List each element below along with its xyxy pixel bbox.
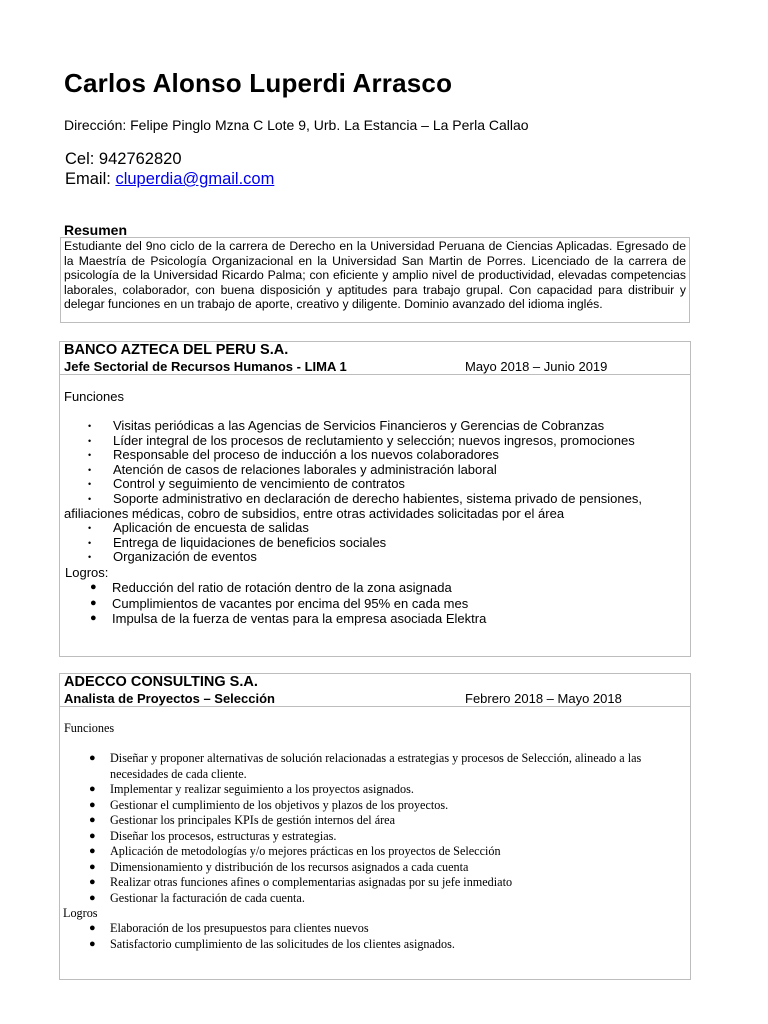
company-name: ADECCO CONSULTING S.A. bbox=[64, 674, 258, 690]
bullet-icon: ● bbox=[89, 891, 96, 904]
bullet-icon: ● bbox=[90, 596, 97, 609]
job-entry-banco-azteca bbox=[59, 341, 691, 657]
job-dates: Mayo 2018 – Junio 2019 bbox=[465, 359, 608, 374]
list-item: ● Cumplimientos de vacantes por encima del 95% en cada mes bbox=[90, 595, 469, 611]
list-item: • Organización de eventos bbox=[88, 549, 257, 565]
list-item: ● Gestionar la facturación de cada cuenta. bbox=[89, 890, 305, 905]
bullet-icon: • bbox=[88, 421, 92, 431]
list-item: • Visitas periódicas a las Agencias de Servicios Financieros y Gerencias de Cobranzas bbox=[88, 418, 605, 433]
job-dates: Febrero 2018 – Mayo 2018 bbox=[465, 691, 622, 706]
bullet-icon: • bbox=[88, 435, 92, 446]
achievements-label: Logros: bbox=[65, 564, 109, 580]
functions-label: Funciones bbox=[64, 721, 115, 735]
list-item: ● Diseñar y proponer alternativas de solución relacionadas a estrategias y procesos de Selección, alineado a las necesidades de cada cliente. bbox=[89, 751, 642, 781]
bullet-icon: • bbox=[88, 464, 92, 475]
list-item: ● Dimensionamiento y distribución de los recursos asignados a cada cuenta bbox=[89, 859, 469, 874]
list-item: ● Diseñar los procesos, estructuras y estrategias. bbox=[89, 828, 337, 843]
bullet-icon: ● bbox=[90, 612, 97, 625]
list-item: • Líder integral de los procesos de reclutamiento y selección; nuevos ingresos, promociones bbox=[88, 432, 635, 448]
list-item: ● Reducción del ratio de rotación dentro de la zona asignada bbox=[90, 579, 452, 595]
bullet-icon: ● bbox=[89, 752, 96, 764]
list-item: ● Implementar y realizar seguimiento a los proyectos asignados. bbox=[89, 782, 414, 796]
functions-list bbox=[64, 751, 690, 906]
bullet-icon: ● bbox=[89, 876, 96, 888]
bullet-icon: • bbox=[88, 537, 92, 548]
summary-text: Estudiante del 9no ciclo de la carrera de Derecho en la Universidad Peruana de Ciencias Aplicadas. Egresado de la Maestría de Psicología Organizacional en la Universidad San Martin de Porres. Licenciado de la carrera de psicología de la Universidad Ricardo Palma; con eficiente y amplio nivel de productividad, elevadas competencias laborales, colaborador, con buena disposición y aptitudes para trabajo grupal. Con capacidad para distribuir y delegar funciones en un trabajo de aporte, creativo y diligente. Dominio avanzado del idioma inglés. bbox=[60, 237, 690, 323]
list-item: • Entrega de liquidaciones de beneficios sociales bbox=[88, 534, 387, 550]
list-item: ● Elaboración de los presupuestos para clientes nuevos bbox=[89, 921, 369, 935]
phone: Cel: 942762820 bbox=[65, 150, 182, 168]
job-role: Jefe Sectorial de Recursos Humanos - LIMA 1 bbox=[64, 359, 347, 374]
job-body bbox=[60, 707, 690, 952]
achievements-list bbox=[64, 921, 690, 952]
achievements-label: Logros bbox=[63, 906, 98, 920]
bullet-icon: • bbox=[88, 479, 92, 490]
bullet-icon: • bbox=[88, 493, 92, 504]
email-link[interactable]: cluperdia@gmail.com bbox=[115, 170, 275, 188]
list-item: ● Impulsa de la fuerza de ventas para la empresa asociada Elektra bbox=[90, 611, 487, 627]
bullet-icon: ● bbox=[89, 829, 96, 842]
bullet-icon: ● bbox=[89, 922, 96, 934]
bullet-icon: • bbox=[88, 523, 92, 534]
list-item: ● Gestionar el cumplimiento de los objetivos y plazos de los proyectos. bbox=[89, 797, 449, 812]
email-line bbox=[65, 169, 274, 189]
functions-label: Funciones bbox=[64, 389, 124, 404]
job-entry-adecco bbox=[59, 673, 691, 980]
list-item: • Aplicación de encuesta de salidas bbox=[88, 520, 309, 536]
bullet-icon: ● bbox=[89, 798, 96, 811]
functions-list bbox=[64, 419, 690, 565]
job-body bbox=[60, 375, 690, 627]
bullet-icon: ● bbox=[90, 580, 97, 593]
bullet-icon: ● bbox=[89, 937, 96, 950]
list-item: ● Satisfactorio cumplimiento de las solicitudes de los clientes asignados. bbox=[89, 936, 455, 951]
bullet-icon: ● bbox=[89, 814, 96, 826]
job-header bbox=[60, 342, 690, 375]
bullet-icon: • bbox=[88, 552, 92, 563]
contact-block bbox=[65, 149, 274, 189]
list-item: • Atención de casos de relaciones laborales y administración laboral bbox=[88, 461, 497, 477]
summary-title: Resumen bbox=[64, 222, 128, 238]
list-item: ● Realizar otras funciones afines o complementarias asignadas por su jefe inmediato bbox=[89, 875, 513, 889]
job-role: Analista de Proyectos – Selección bbox=[64, 691, 275, 706]
job-header bbox=[60, 674, 690, 707]
bullet-icon: ● bbox=[89, 860, 96, 873]
candidate-name: Carlos Alonso Luperdi Arrasco bbox=[64, 68, 453, 98]
list-item: ● Gestionar los principales KPIs de gestión internos del área bbox=[89, 813, 395, 827]
bullet-icon: ● bbox=[89, 845, 96, 857]
list-item: • Responsable del proceso de inducción a los nuevos colaboradores bbox=[88, 447, 499, 463]
achievements-list bbox=[64, 580, 690, 627]
bullet-icon: • bbox=[88, 450, 92, 461]
email-label: Email: bbox=[65, 170, 111, 188]
bullet-icon: ● bbox=[89, 783, 96, 795]
list-item: • Control y seguimiento de vencimiento de contratos bbox=[88, 476, 405, 492]
list-item: • Soporte administrativo en declaración de derecho habientes, sistema privado de pensiones, afiliaciones médicas, cobro de subsidios, entre otras actividades solicitadas por el área bbox=[64, 490, 642, 521]
list-item: ● Aplicación de metodologías y/o mejores prácticas en los proyectos de Selección bbox=[89, 844, 501, 858]
company-name: BANCO AZTECA DEL PERU S.A. bbox=[64, 342, 289, 358]
address: Dirección: Felipe Pinglo Mzna C Lote 9, Urb. La Estancia – La Perla Callao bbox=[64, 117, 529, 133]
